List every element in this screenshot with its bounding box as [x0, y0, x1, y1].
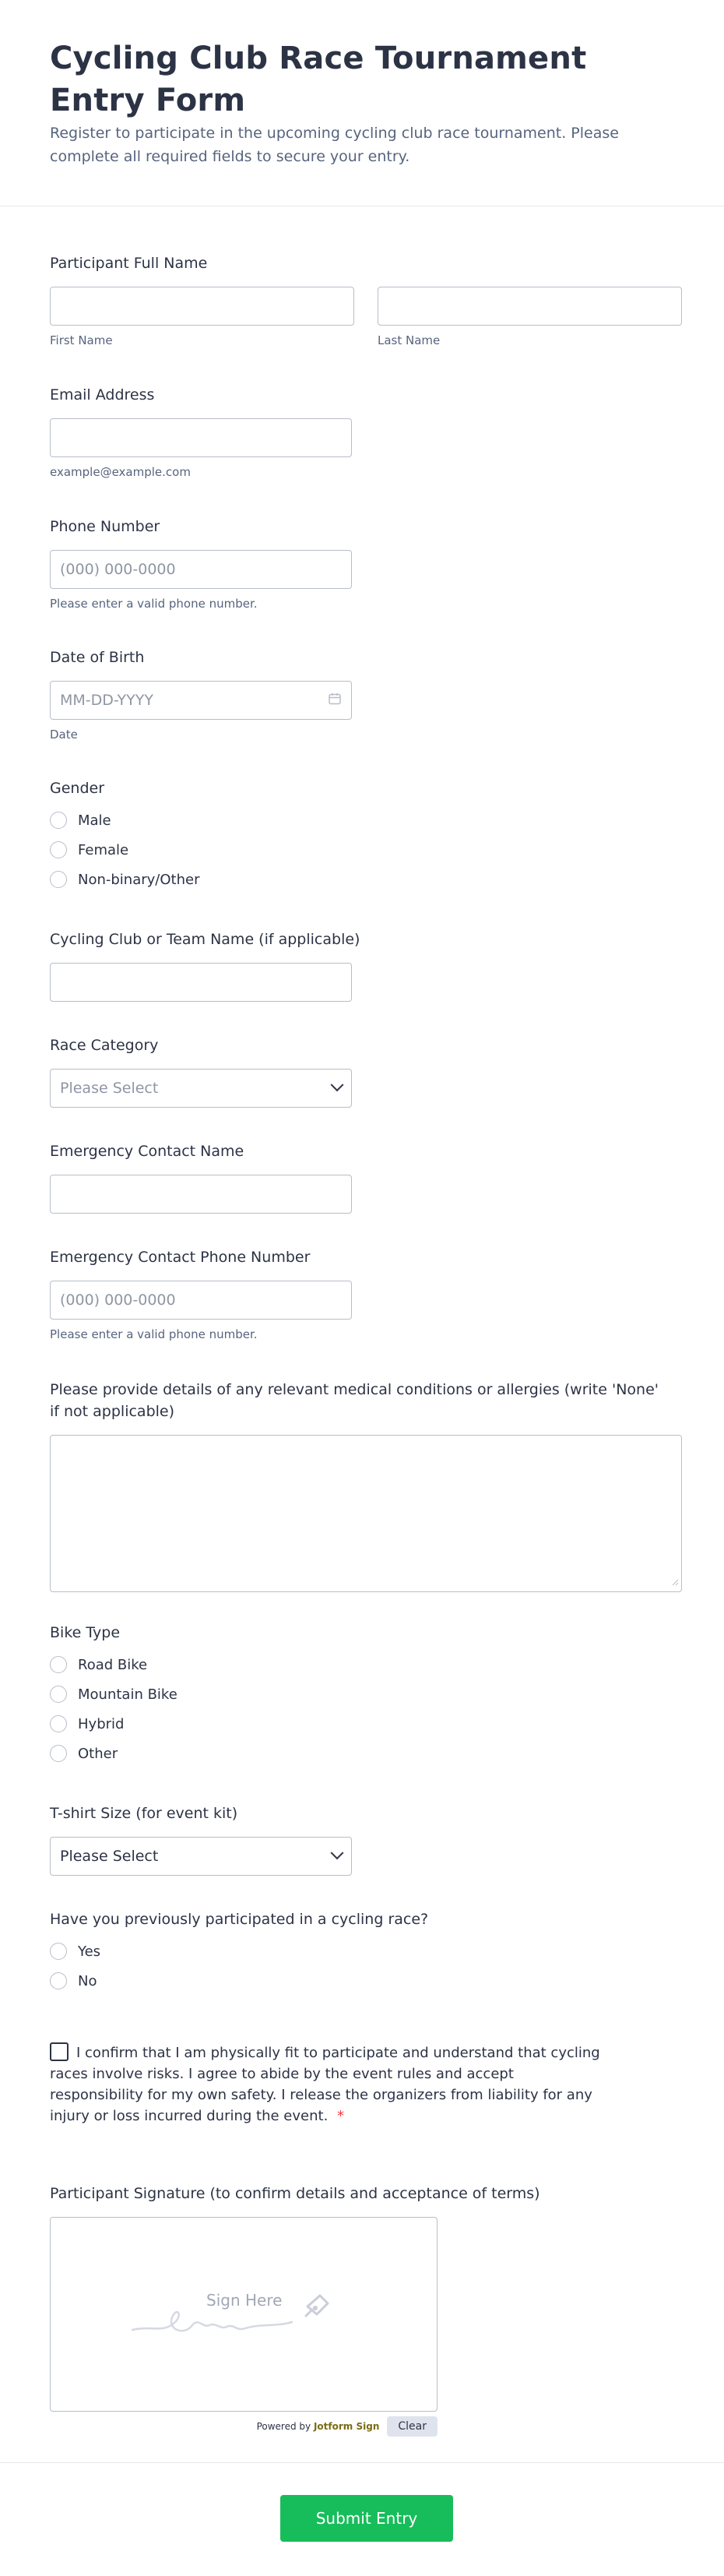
radio-circle[interactable] — [50, 1686, 67, 1703]
submit-button[interactable]: Submit Entry — [280, 2495, 453, 2542]
phone-sublabel: Please enter a valid phone number. — [50, 597, 258, 611]
radio-circle[interactable] — [50, 871, 67, 888]
confirm-field — [50, 2042, 610, 2127]
emergency-phone-input[interactable] — [50, 1281, 352, 1320]
radio-label: No — [78, 1972, 97, 1989]
tshirt-select[interactable] — [50, 1837, 352, 1876]
clear-signature-button[interactable]: Clear — [387, 2416, 438, 2437]
club-input[interactable] — [50, 963, 352, 1002]
gender-field — [50, 777, 682, 894]
race-category-label: Race Category — [50, 1037, 159, 1054]
full-name-label: Participant Full Name — [50, 255, 208, 272]
email-label: Email Address — [50, 386, 155, 403]
club-field — [50, 929, 682, 1002]
dob-label: Date of Birth — [50, 649, 145, 666]
first-name-sublabel: First Name — [50, 333, 113, 347]
tshirt-field — [50, 1802, 682, 1876]
medical-textarea[interactable] — [50, 1435, 682, 1592]
radio-circle[interactable] — [50, 1972, 67, 1989]
dob-sublabel: Date — [50, 728, 78, 742]
email-field — [50, 384, 682, 479]
signature-field — [50, 2183, 682, 2437]
emergency-name-field — [50, 1140, 682, 1214]
radio-circle[interactable] — [50, 1656, 67, 1673]
form-subtitle: Register to participate in the upcoming cycling club race tournament. Please complete all required fields to secure your entry. — [50, 125, 619, 165]
radio-label: Non-binary/Other — [78, 871, 200, 888]
powered-by-text: Powered by Jotform Sign — [256, 2421, 380, 2432]
emergency-name-label: Emergency Contact Name — [50, 1143, 244, 1160]
chevron-down-icon — [331, 1078, 344, 1091]
calendar-icon[interactable] — [328, 692, 342, 710]
chevron-down-icon — [331, 1846, 344, 1859]
last-name-sublabel: Last Name — [378, 333, 441, 347]
radio-label: Mountain Bike — [78, 1686, 177, 1703]
emergency-name-input[interactable] — [50, 1175, 352, 1214]
confirm-checkbox[interactable] — [50, 2042, 69, 2061]
radio-circle[interactable] — [50, 812, 67, 829]
medical-label: Please provide details of any relevant medical conditions or allergies (write 'None' if not applicable) — [50, 1381, 659, 1420]
bike-option-road[interactable] — [50, 1650, 682, 1679]
tshirt-label: T-shirt Size (for event kit) — [50, 1805, 238, 1822]
first-name-input[interactable] — [50, 287, 354, 326]
signature-label: Participant Signature (to confirm details and acceptance of terms) — [50, 2185, 540, 2202]
full-name-field — [50, 252, 682, 347]
radio-circle[interactable] — [50, 841, 67, 858]
club-label: Cycling Club or Team Name (if applicable) — [50, 931, 360, 948]
race-category-field — [50, 1034, 682, 1108]
phone-field — [50, 516, 682, 611]
form-header — [0, 0, 724, 206]
bike-type-field — [50, 1622, 682, 1768]
dob-field — [50, 647, 682, 742]
bike-type-label: Bike Type — [50, 1624, 121, 1641]
phone-label: Phone Number — [50, 518, 160, 535]
emergency-phone-label: Emergency Contact Phone Number — [50, 1249, 311, 1266]
radio-label: Male — [78, 812, 111, 829]
radio-label: Hybrid — [78, 1715, 125, 1732]
jotform-sign-logo: Jotform Sign — [313, 2421, 380, 2432]
gender-option-nonbinary[interactable] — [50, 865, 682, 894]
radio-circle[interactable] — [50, 1943, 67, 1960]
radio-label: Yes — [78, 1943, 101, 1960]
radio-label: Other — [78, 1745, 118, 1762]
signature-footer — [50, 2416, 438, 2437]
gender-option-female[interactable] — [50, 835, 682, 865]
email-sublabel: example@example.com — [50, 465, 191, 479]
resize-handle-icon[interactable] — [671, 1574, 679, 1589]
emergency-phone-field — [50, 1246, 682, 1341]
previous-field — [50, 1908, 682, 1996]
radio-circle[interactable] — [50, 1745, 67, 1762]
signature-scribble-icon — [128, 2291, 354, 2342]
confirm-block — [50, 2042, 610, 2127]
dob-placeholder: MM-DD-YYYY — [60, 692, 153, 709]
race-category-select[interactable] — [50, 1069, 352, 1108]
confirm-text: I confirm that I am physically fit to participate and understand that cycling races involve risks. I agree to abide by the event rules and accept responsibility for my own safety. I release the organizers from liability for any injury or loss incurred during the event. — [50, 2045, 600, 2124]
phone-input[interactable] — [50, 550, 352, 589]
race-category-value: Please Select — [60, 1080, 159, 1097]
radio-circle[interactable] — [50, 1715, 67, 1732]
medical-field — [50, 1379, 682, 1592]
form-footer — [0, 2462, 724, 2576]
radio-label: Road Bike — [78, 1656, 148, 1673]
emergency-phone-placeholder: (000) 000-0000 — [60, 1292, 176, 1309]
previous-option-yes[interactable] — [50, 1936, 682, 1966]
bike-option-other[interactable] — [50, 1739, 682, 1768]
email-input[interactable] — [50, 418, 352, 457]
previous-label: Have you previously participated in a cycling race? — [50, 1911, 429, 1928]
form-title: Cycling Club Race Tournament Entry Form — [50, 41, 587, 118]
emergency-phone-sublabel: Please enter a valid phone number. — [50, 1327, 258, 1341]
bike-option-mountain[interactable] — [50, 1679, 682, 1709]
last-name-input[interactable] — [378, 287, 682, 326]
tshirt-value: Please Select — [60, 1848, 159, 1865]
gender-option-male[interactable] — [50, 805, 682, 835]
signature-pad[interactable] — [50, 2217, 438, 2412]
dob-input[interactable] — [50, 681, 352, 720]
radio-label: Female — [78, 841, 129, 858]
required-asterisk: * — [337, 2108, 345, 2124]
phone-placeholder: (000) 000-0000 — [60, 561, 176, 578]
signature-placeholder: Sign Here — [206, 2291, 283, 2310]
bike-option-hybrid[interactable] — [50, 1709, 682, 1739]
previous-option-no[interactable] — [50, 1966, 682, 1996]
gender-label: Gender — [50, 780, 105, 797]
